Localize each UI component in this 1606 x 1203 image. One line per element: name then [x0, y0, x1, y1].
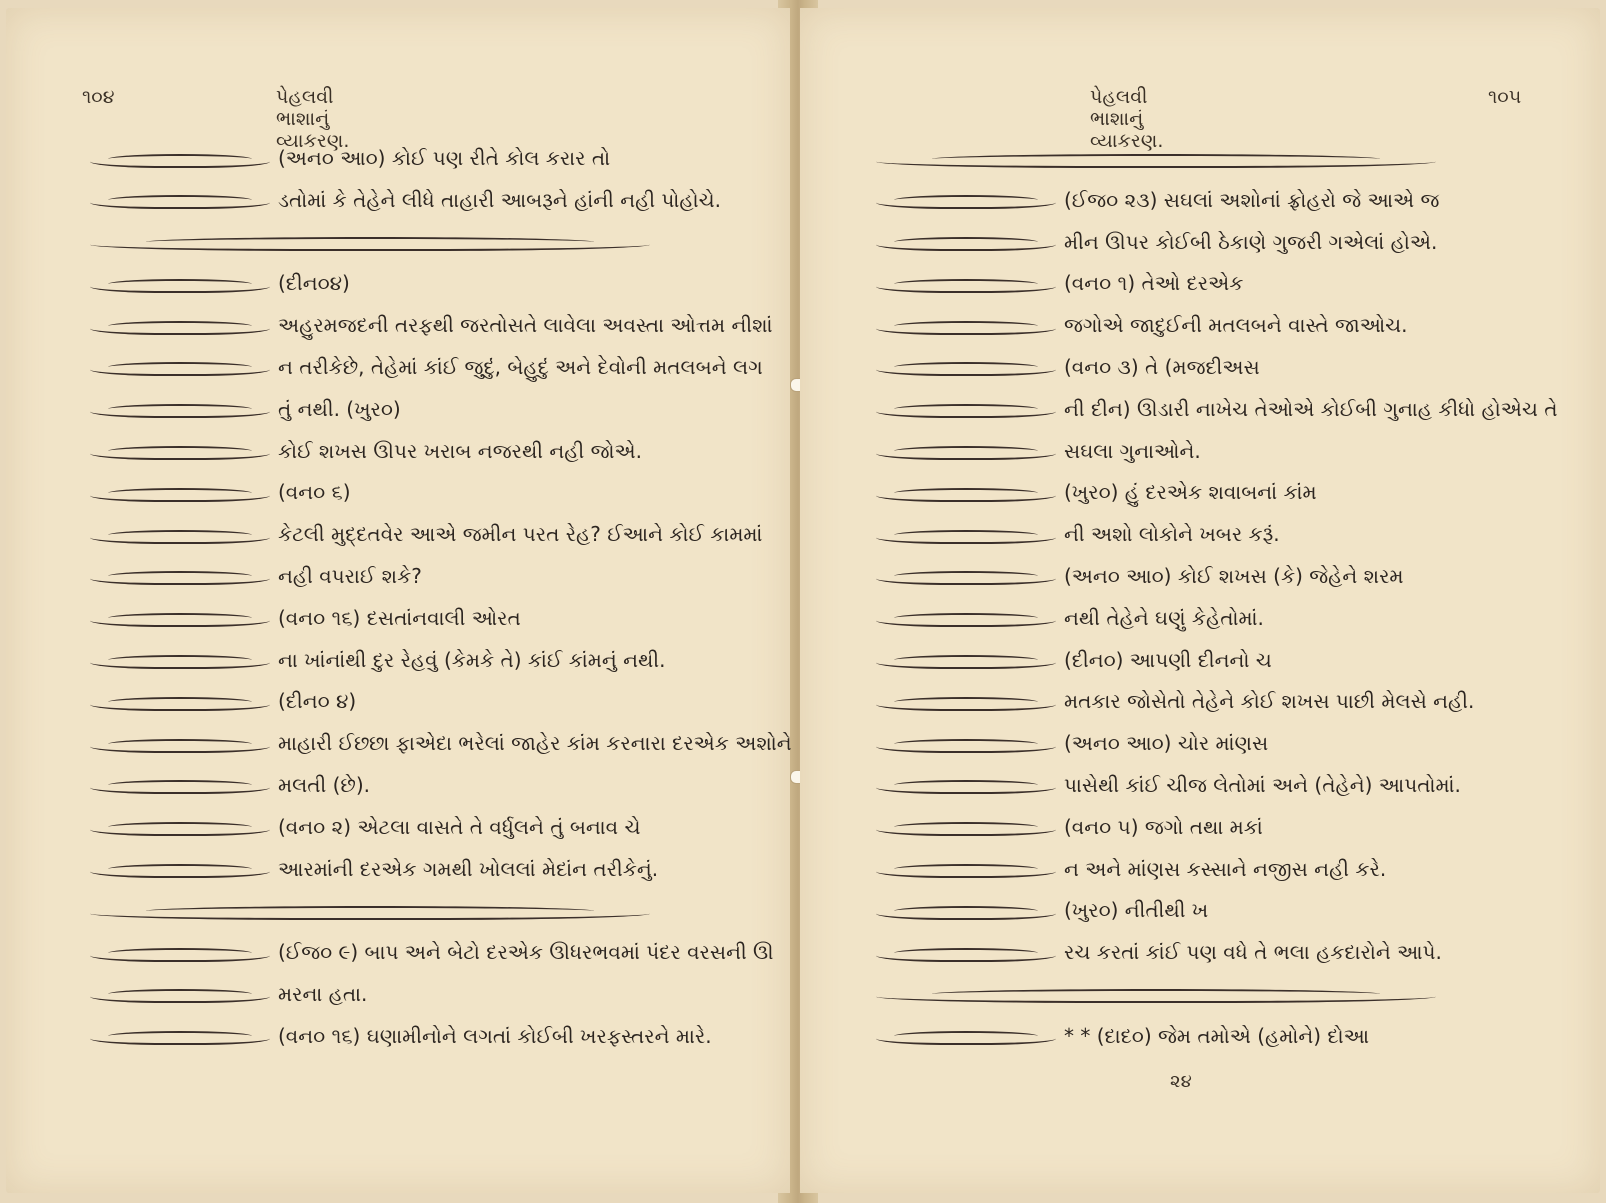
pahlavi-script-segment: [90, 987, 270, 1003]
pahlavi-script-segment: [876, 695, 1056, 711]
pahlavi-script-segment: [876, 1029, 1056, 1045]
text-line: [82, 974, 730, 1016]
line-text: (વન૦ ૧૬) ઘણામીનોને લગતાં કોઈબી ખરફસ્તરને મારે.: [278, 1023, 712, 1048]
pahlavi-script-segment: [876, 319, 1056, 335]
text-line: [82, 723, 792, 765]
text-line: [868, 347, 1536, 389]
text-line: [82, 681, 730, 723]
pahlavi-script-segment: [90, 152, 270, 168]
line-text: (અન૦ આ૦) કોઈ શખસ (કે) જેહેને શરમ: [1064, 563, 1404, 588]
pahlavi-script-segment: [90, 277, 270, 293]
line-text: અહુરમજદની તરફથી જરતોસતે લાવેલા અવસ્તા ઓત્તમ નીશાં: [278, 313, 773, 338]
pahlavi-script-segment: [876, 235, 1056, 251]
text-line: [868, 849, 1536, 891]
left-page: [6, 8, 790, 1193]
text-line: [82, 640, 730, 682]
line-text: (વન૦ ૧૬) દસતાંનવાલી ઓરત: [278, 605, 521, 630]
pahlavi-script-segment: [90, 486, 270, 502]
pahlavi-script-segment: [876, 904, 1056, 920]
running-title: પેહલવી ભાશાનું વ્યાકરણ.: [276, 86, 350, 152]
line-text: (ઈજ૦ ૨૩) સઘલાં અશોનાં ફ્રોહરો જે આએ જ: [1064, 187, 1440, 212]
pahlavi-script-segment: [876, 193, 1056, 209]
left-page-body: [82, 138, 792, 1058]
pahlavi-script-segment: [90, 193, 270, 209]
line-text: (અન૦ આ૦) ચોર માંણસ: [1064, 731, 1269, 756]
text-line: [868, 556, 1536, 598]
pahlavi-script-segment: [90, 444, 270, 460]
text-line: [82, 890, 730, 932]
pahlavi-script-segment: [876, 402, 1056, 418]
text-line: [868, 222, 1536, 264]
text-line: [868, 1016, 1536, 1058]
pahlavi-script-segment: [90, 653, 270, 669]
pahlavi-script-segment: [876, 611, 1056, 627]
line-text: (ખુર૦) નીતીથી ખ: [1064, 898, 1209, 923]
text-line: [868, 681, 1536, 723]
text-line: [868, 640, 1536, 682]
pahlavi-script-segment: [90, 528, 270, 544]
pahlavi-script-segment: [876, 987, 1436, 1003]
line-text: ના ખાંનાંથી દુર રેહવું (કેમકે તે) કાંઈ કાંમનું નથી.: [278, 647, 666, 672]
pahlavi-script-segment: [876, 820, 1056, 836]
line-text: (વન૦ ૧) તેઓ દરએક: [1064, 271, 1244, 296]
text-line: [868, 932, 1536, 974]
text-line: [868, 472, 1536, 514]
text-line: [82, 347, 763, 389]
line-text: જગોએ જાદુઈની મતલબને વાસ્તે જાઓચ.: [1064, 313, 1408, 338]
line-text: (વન૦ ૬): [278, 480, 351, 505]
pahlavi-script-segment: [90, 695, 270, 711]
pahlavi-script-segment: [90, 862, 270, 878]
line-text: સઘલા ગુનાઓને.: [1064, 438, 1201, 463]
line-text: માહારી ઈછ્છા ફાએદા ભરેલાં જાહેર કાંમ કરનારા દરએક અશોને: [278, 731, 792, 756]
text-line: [868, 431, 1536, 473]
text-line: [868, 765, 1536, 807]
pahlavi-script-segment: [876, 444, 1056, 460]
right-page: [800, 8, 1600, 1193]
pahlavi-script-segment: [90, 235, 650, 251]
pahlavi-script-segment: [876, 486, 1056, 502]
text-line: [82, 138, 730, 180]
text-line: [868, 598, 1536, 640]
pahlavi-script-segment: [90, 904, 650, 920]
pahlavi-script-segment: [876, 653, 1056, 669]
text-line: [868, 263, 1536, 305]
page-number: ૧૦૫: [1488, 86, 1522, 108]
pahlavi-script-segment: [876, 778, 1056, 794]
text-line: [82, 765, 730, 807]
page-footer-number: ૨૪: [1170, 1071, 1192, 1092]
pahlavi-script-segment: [876, 360, 1056, 376]
text-line: [868, 890, 1536, 932]
pahlavi-script-segment: [876, 569, 1056, 585]
text-line: [82, 263, 730, 305]
line-text: રચ કરતાં કાંઈ પણ વધે તે ભલા હકદારોને આપે.: [1064, 940, 1442, 965]
running-title: પેહલવી ભાશાનું વ્યાકરણ.: [1090, 86, 1164, 152]
line-text: નથી તેહેને ઘણું કેહેતોમાં.: [1064, 605, 1264, 630]
line-text: (વન૦ ૨) એટલા વાસતે તે વર્ધુલને તું બનાવ ચે: [278, 814, 641, 839]
text-line: [82, 556, 730, 598]
line-text: મતકાર જોસેતો તેહેને કોઈ શખસ પાછી મેલસે નહી.: [1064, 689, 1475, 714]
text-line: [82, 222, 730, 264]
text-line: [82, 514, 763, 556]
right-page-body: [868, 138, 1558, 1058]
pahlavi-script-segment: [90, 1029, 270, 1045]
pahlavi-script-segment: [876, 862, 1056, 878]
line-text: ડતોમાં કે તેહેને લીધે તાહારી આબરૂને હાંની નહી પોહોચે.: [278, 187, 721, 212]
text-line: [868, 807, 1536, 849]
text-line: [868, 514, 1536, 556]
line-text: ની દીન) ઊડારી નાખેચ તેઓએ કોઈબી ગુનાહ કીધો હોએચ તે: [1064, 396, 1558, 421]
line-text: મલતી (છે).: [278, 772, 371, 797]
text-line: [82, 932, 774, 974]
line-text: (વન૦ ૩) તે (મજદીઅસ: [1064, 354, 1260, 379]
text-line: [868, 389, 1558, 431]
pahlavi-script-segment: [90, 778, 270, 794]
line-text: આરમાંની દરએક ગમથી ખોલલાં મેદાંન તરીકેનું.: [278, 856, 659, 881]
line-text: નહી વપરાઈ શકે?: [278, 563, 422, 588]
text-line: [82, 305, 773, 347]
line-text: (ખુર૦) હું દરએક શવાબનાં કાંમ: [1064, 480, 1317, 505]
text-line: [82, 849, 730, 891]
text-line: [82, 389, 730, 431]
line-text: (અન૦ આ૦) કોઈ પણ રીતે કોલ કરાર તો: [278, 146, 611, 170]
text-line: [82, 431, 730, 473]
text-line: [868, 974, 1536, 1016]
text-line: [82, 1016, 730, 1058]
text-line: [868, 723, 1536, 765]
line-text: કોઈ શખસ ઊપર ખરાબ નજરથી નહી જોએ.: [278, 438, 642, 463]
text-line: [82, 472, 730, 514]
pahlavi-script-segment: [876, 737, 1056, 753]
line-text: (દીન૦૪): [278, 271, 350, 296]
line-text: તું નથી. (ખુર૦): [278, 396, 401, 421]
pahlavi-script-segment: [876, 946, 1056, 962]
pahlavi-script-segment: [876, 277, 1056, 293]
pahlavi-script-segment: [90, 611, 270, 627]
text-line: [82, 807, 730, 849]
line-text: ન તરીકેછે, તેહેમાં કાંઈ જુદું, બેહુદું અને દેવોની મતલબને લગ: [278, 354, 763, 379]
pahlavi-script-segment: [90, 946, 270, 962]
line-text: મીન ઊપર કોઈબી ઠેકાણે ગુજરી ગએલાં હોએ.: [1064, 229, 1438, 254]
line-text: ન અને માંણસ કસ્સાને નજીસ નહી કરે.: [1064, 856, 1387, 881]
pahlavi-script-segment: [90, 737, 270, 753]
line-text: (વન૦ ૫) જગો તથા મકાં: [1064, 814, 1263, 839]
pahlavi-script-segment: [90, 402, 270, 418]
line-text: ની અશો લોકોને ખબર કરૂં.: [1064, 522, 1280, 547]
line-text: પાસેથી કાંઈ ચીજ લેતોમાં અને (તેહેને) આપતોમાં.: [1064, 772, 1461, 797]
line-text: * * (દાદ૦) જેમ તમોએ (હમોને) દોઆ: [1064, 1023, 1370, 1048]
pahlavi-script-segment: [90, 360, 270, 376]
text-line: [82, 598, 730, 640]
text-line: [868, 180, 1536, 222]
pahlavi-script-segment: [876, 528, 1056, 544]
text-line: [868, 305, 1536, 347]
line-text: (દીન૦) આપણી દીનનો ચ: [1064, 647, 1272, 672]
pahlavi-script-segment: [90, 319, 270, 335]
text-line: [868, 138, 1536, 180]
pahlavi-script-segment: [876, 152, 1436, 168]
page-number: ૧૦૪: [82, 86, 115, 108]
line-text: (ઈજ૦ ૯) બાપ અને બેટો દરએક ઊધરભવમાં પંદર વરસની ઊ: [278, 940, 774, 965]
pahlavi-script-segment: [90, 820, 270, 836]
line-text: (દીન૦ ૪): [278, 689, 357, 714]
pahlavi-script-segment: [90, 569, 270, 585]
text-line: [82, 180, 730, 222]
line-text: મરના હતા.: [278, 981, 368, 1006]
line-text: કેટલી મુદ્દતવેર આએ જમીન પરત રેહ? ઈઆને કોઈ કામમાં: [278, 522, 763, 547]
